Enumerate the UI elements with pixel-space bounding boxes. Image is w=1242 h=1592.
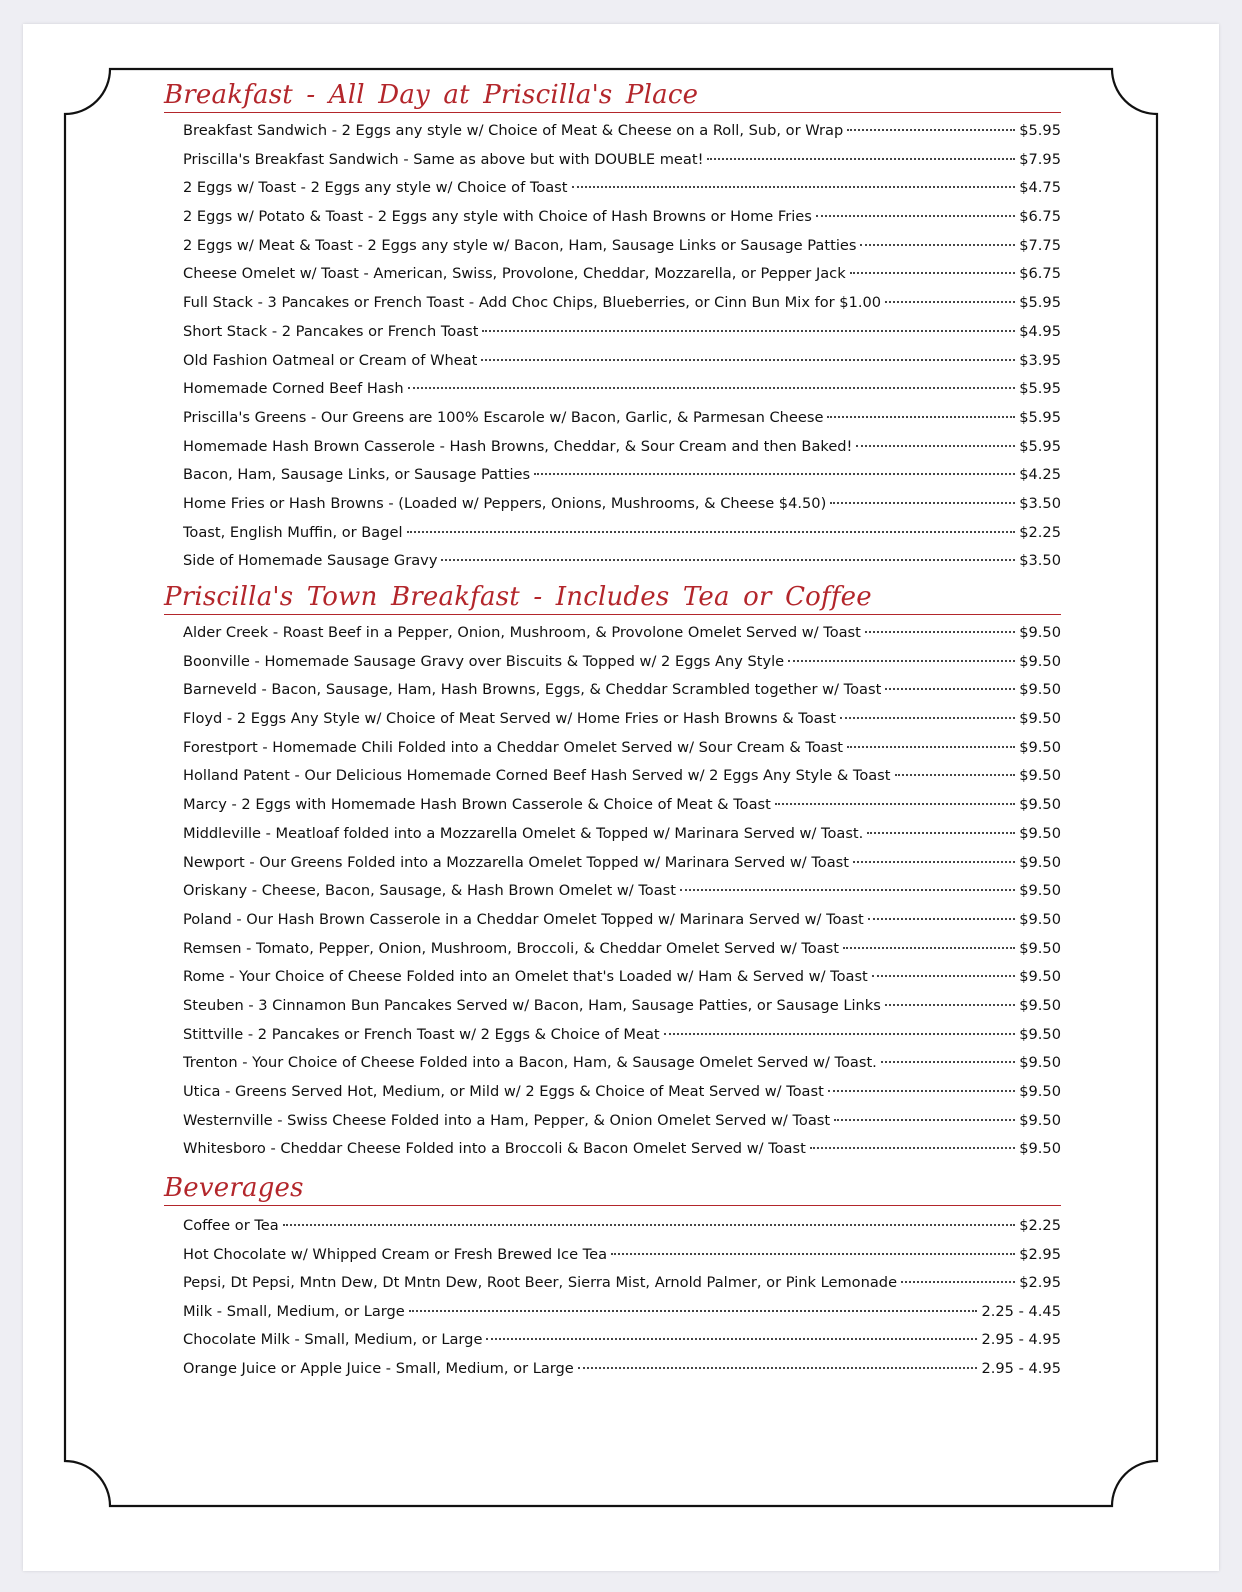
menu-item-name: Milk - Small, Medium, or Large bbox=[183, 1302, 405, 1320]
menu-item bbox=[183, 203, 1061, 232]
dot-leader bbox=[885, 1004, 1015, 1006]
menu-item bbox=[183, 232, 1061, 261]
dot-leader bbox=[482, 330, 1015, 332]
menu-item-name: Barneveld - Bacon, Sausage, Ham, Hash Browns, Eggs, & Cheddar Scrambled together w/ Toast bbox=[183, 681, 882, 699]
menu-item-price: $9.50 bbox=[1019, 1083, 1061, 1100]
dot-leader bbox=[856, 445, 1015, 447]
menu-item bbox=[183, 877, 1061, 906]
dot-leader bbox=[788, 660, 1015, 662]
menu-item bbox=[183, 906, 1061, 935]
menu-item-name: Side of Homemade Sausage Gravy bbox=[183, 552, 438, 570]
dot-leader bbox=[843, 947, 1015, 949]
dot-leader bbox=[441, 559, 1015, 561]
menu-item bbox=[183, 318, 1061, 347]
menu-item bbox=[183, 117, 1061, 146]
menu-item-price: $9.50 bbox=[1019, 652, 1061, 670]
dot-leader bbox=[707, 158, 1015, 160]
menu-item-name: Old Fashion Oatmeal or Cream of Wheat bbox=[183, 351, 478, 369]
menu-item-price: 2.95 - 4.95 bbox=[981, 1359, 1061, 1377]
menu-item bbox=[183, 1135, 1061, 1164]
dot-leader bbox=[840, 717, 1015, 719]
dot-leader bbox=[409, 1310, 978, 1312]
menu-item-name: Newport - Our Greens Folded into a Mozzarella Omelet Topped w/ Marinara Served w/ Toast bbox=[183, 853, 849, 871]
menu-item-name: Marcy - 2 Eggs with Homemade Hash Brown Casserole & Choice of Meat & Toast bbox=[183, 796, 771, 814]
menu-item-name: Trenton - Your Choice of Cheese Folded into a Bacon, Ham, & Sausage Omelet Served w/ Toast. bbox=[183, 1054, 877, 1072]
menu-item-price: $3.95 bbox=[1019, 351, 1061, 369]
menu-item bbox=[183, 461, 1061, 490]
menu-item-name: Alder Creek - Roast Beef in a Pepper, Onion, Mushroom, & Provolone Omelet Served w/ Toast bbox=[183, 624, 861, 641]
menu-item bbox=[183, 490, 1061, 519]
menu-item-name: Utica - Greens Served Hot, Medium, or Mild w/ 2 Eggs & Choice of Meat Served w/ Toast bbox=[183, 1083, 824, 1100]
menu-item-name: 2 Eggs w/ Meat & Toast - 2 Eggs any style w/ Bacon, Ham, Sausage Links or Sausage Patties bbox=[183, 236, 857, 254]
menu-item-price: $9.50 bbox=[1019, 996, 1061, 1014]
menu-item-price: $3.50 bbox=[1019, 494, 1061, 512]
menu-item bbox=[183, 849, 1061, 878]
menu-item bbox=[183, 935, 1061, 964]
section-town-breakfast bbox=[164, 580, 1061, 1164]
menu-item-price: $5.95 bbox=[1019, 437, 1061, 455]
menu-item-name: Floyd - 2 Eggs Any Style w/ Choice of Meat Served w/ Home Fries or Hash Browns & Toast bbox=[183, 710, 836, 728]
dot-leader bbox=[486, 1338, 977, 1340]
dot-leader bbox=[827, 416, 1015, 418]
dot-leader bbox=[868, 918, 1015, 920]
menu-item bbox=[183, 347, 1061, 376]
dot-leader bbox=[867, 832, 1015, 834]
section-beverages bbox=[164, 1171, 1061, 1383]
menu-item-name: Homemade Hash Brown Casserole - Hash Browns, Cheddar, & Sour Cream and then Baked! bbox=[183, 437, 853, 455]
menu-item-price: $9.50 bbox=[1019, 1054, 1061, 1072]
dot-leader bbox=[885, 301, 1015, 303]
menu-item-name: Holland Patent - Our Delicious Homemade Corned Beef Hash Served w/ 2 Eggs Any Style & Toast bbox=[183, 767, 891, 785]
menu-item-name: Westernville - Swiss Cheese Folded into a Ham, Pepper, & Onion Omelet Served w/ Toast bbox=[183, 1111, 831, 1129]
menu-item-price: $9.50 bbox=[1019, 710, 1061, 728]
menu-item-name: Steuben - 3 Cinnamon Bun Pancakes Served w/ Bacon, Ham, Sausage Patties, or Sausage Links bbox=[183, 996, 881, 1014]
menu-item-name: Cheese Omelet w/ Toast - American, Swiss, Provolone, Cheddar, Mozzarella, or Pepper Jack bbox=[183, 265, 846, 283]
section-title-breakfast: Breakfast - All Day at Priscilla's Place bbox=[164, 78, 1061, 113]
menu-item-price: $9.50 bbox=[1019, 681, 1061, 699]
menu-item-price: $9.50 bbox=[1019, 796, 1061, 814]
menu-item bbox=[183, 1269, 1061, 1298]
menu-item bbox=[183, 705, 1061, 734]
menu-item-price: $9.50 bbox=[1019, 1111, 1061, 1129]
menu-item-price: $5.95 bbox=[1019, 294, 1061, 312]
menu-item-price: $9.50 bbox=[1019, 882, 1061, 900]
menu-item-price: $2.25 bbox=[1019, 523, 1061, 541]
menu-item-name: 2 Eggs w/ Potato & Toast - 2 Eggs any style with Choice of Hash Browns or Home Fries bbox=[183, 208, 812, 226]
dot-leader bbox=[853, 861, 1015, 863]
dot-leader bbox=[407, 531, 1016, 533]
menu-item-name: Chocolate Milk - Small, Medium, or Large bbox=[183, 1331, 483, 1348]
menu-item bbox=[183, 547, 1061, 576]
dot-leader bbox=[847, 746, 1015, 748]
menu-item-name: Hot Chocolate w/ Whipped Cream or Fresh Brewed Ice Tea bbox=[183, 1245, 608, 1263]
dot-leader bbox=[810, 1147, 1015, 1149]
menu-item-name: Forestport - Homemade Chili Folded into a Cheddar Omelet Served w/ Sour Cream & Toast bbox=[183, 738, 844, 756]
menu-item-name: Priscilla's Breakfast Sandwich - Same as above but with DOUBLE meat! bbox=[183, 150, 704, 168]
menu-item-name: 2 Eggs w/ Toast - 2 Eggs any style w/ Choice of Toast bbox=[183, 179, 568, 197]
menu-item-name: Remsen - Tomato, Pepper, Onion, Mushroom, Broccoli, & Cheddar Omelet Served w/ Toast bbox=[183, 939, 840, 957]
dot-leader bbox=[283, 1224, 1016, 1226]
menu-item-price: $9.50 bbox=[1019, 1140, 1061, 1158]
menu-item bbox=[183, 146, 1061, 175]
dot-leader bbox=[865, 631, 1015, 633]
menu-item-price: $9.50 bbox=[1019, 824, 1061, 842]
menu-item-name: Pepsi, Dt Pepsi, Mntn Dew, Dt Mntn Dew, Root Beer, Sierra Mist, Arnold Palmer, or Pink Lemonade bbox=[183, 1274, 898, 1291]
menu-item-price: $9.50 bbox=[1019, 910, 1061, 928]
menu-item-price: $9.50 bbox=[1019, 767, 1061, 785]
menu-item-name: Homemade Corned Beef Hash bbox=[183, 380, 404, 398]
menu-item bbox=[183, 1298, 1061, 1327]
menu-item-price: $9.50 bbox=[1019, 853, 1061, 871]
dot-leader bbox=[860, 244, 1015, 246]
menu-item bbox=[183, 820, 1061, 849]
menu-item-name: Middleville - Meatloaf folded into a Mozzarella Omelet & Topped w/ Marinara Served w/ Toast. bbox=[183, 824, 864, 842]
section-breakfast bbox=[164, 78, 1061, 576]
menu-item bbox=[183, 1078, 1061, 1107]
menu-item-price: $9.50 bbox=[1019, 939, 1061, 957]
menu-item-price: $2.25 bbox=[1019, 1217, 1061, 1234]
menu-item bbox=[183, 375, 1061, 404]
dot-leader bbox=[534, 473, 1015, 475]
menu-item-name: Boonville - Homemade Sausage Gravy over Biscuits & Topped w/ 2 Eggs Any Style bbox=[183, 652, 785, 670]
dot-leader bbox=[850, 272, 1016, 274]
menu-item-name: Toast, English Muffin, or Bagel bbox=[183, 523, 403, 541]
menu-item bbox=[183, 762, 1061, 791]
menu-item-name: Coffee or Tea bbox=[183, 1217, 279, 1234]
menu-item-name: Rome - Your Choice of Cheese Folded into an Omelet that's Loaded w/ Ham & Served w/ Toast bbox=[183, 968, 868, 986]
dot-leader bbox=[408, 387, 1016, 389]
menu-item bbox=[183, 619, 1061, 648]
menu-item bbox=[183, 1355, 1061, 1384]
menu-item-price: $4.75 bbox=[1019, 179, 1061, 197]
menu-item-price: 2.95 - 4.95 bbox=[981, 1331, 1061, 1348]
menu-item bbox=[183, 519, 1061, 548]
menu-item-price: $2.95 bbox=[1019, 1274, 1061, 1291]
menu-item-price: $9.50 bbox=[1019, 738, 1061, 756]
dot-leader bbox=[895, 774, 1016, 776]
dot-leader bbox=[885, 688, 1015, 690]
menu-item-price: $7.95 bbox=[1019, 150, 1061, 168]
menu-item bbox=[183, 289, 1061, 318]
dot-leader bbox=[901, 1281, 1015, 1283]
menu-item-price: 2.25 - 4.45 bbox=[981, 1302, 1061, 1320]
menu-item bbox=[183, 1049, 1061, 1078]
menu-item bbox=[183, 433, 1061, 462]
menu-item bbox=[183, 1107, 1061, 1136]
dot-leader bbox=[816, 215, 1015, 217]
town-breakfast-item-list bbox=[164, 619, 1061, 1164]
menu-item bbox=[183, 260, 1061, 289]
menu-item bbox=[183, 648, 1061, 677]
dot-leader bbox=[664, 1033, 1016, 1035]
menu-item-price: $4.25 bbox=[1019, 466, 1061, 484]
menu-item bbox=[183, 734, 1061, 763]
menu-item-name: Full Stack - 3 Pancakes or French Toast - Add Choc Chips, Blueberries, or Cinn Bun Mix for $1.00 bbox=[183, 294, 882, 312]
section-title-town-breakfast: Priscilla's Town Breakfast - Includes Tea or Coffee bbox=[164, 580, 1061, 615]
dot-leader bbox=[834, 1119, 1015, 1121]
menu-item-name: Stittville - 2 Pancakes or French Toast w/ 2 Eggs & Choice of Meat bbox=[183, 1025, 660, 1043]
menu-item-price: $9.50 bbox=[1019, 624, 1061, 641]
menu-item-name: Short Stack - 2 Pancakes or French Toast bbox=[183, 322, 479, 340]
menu-item bbox=[183, 1326, 1061, 1355]
dot-leader bbox=[830, 502, 1015, 504]
menu-item-price: $6.75 bbox=[1019, 265, 1061, 283]
menu-item-name: Whitesboro - Cheddar Cheese Folded into a Broccoli & Bacon Omelet Served w/ Toast bbox=[183, 1140, 806, 1158]
menu-item-price: $5.95 bbox=[1019, 122, 1061, 139]
beverage-item-list bbox=[164, 1212, 1061, 1383]
menu-item bbox=[183, 1021, 1061, 1050]
menu-item-price: $2.95 bbox=[1019, 1245, 1061, 1263]
dot-leader bbox=[775, 803, 1015, 805]
menu-item-price: $7.75 bbox=[1019, 236, 1061, 254]
dot-leader bbox=[881, 1061, 1015, 1063]
menu-item-name: Home Fries or Hash Browns - (Loaded w/ Peppers, Onions, Mushrooms, & Cheese $4.50) bbox=[183, 494, 827, 512]
dot-leader bbox=[828, 1090, 1015, 1092]
menu-item-name: Bacon, Ham, Sausage Links, or Sausage Patties bbox=[183, 466, 531, 484]
dot-leader bbox=[481, 359, 1015, 361]
menu-item-price: $3.50 bbox=[1019, 552, 1061, 570]
menu-item-price: $9.50 bbox=[1019, 968, 1061, 986]
dot-leader bbox=[872, 975, 1015, 977]
dot-leader bbox=[578, 1367, 978, 1369]
dot-leader bbox=[572, 186, 1016, 188]
menu-item-price: $5.95 bbox=[1019, 408, 1061, 426]
menu-item-price: $4.95 bbox=[1019, 322, 1061, 340]
section-title-beverages: Beverages bbox=[164, 1171, 1061, 1206]
breakfast-item-list bbox=[164, 117, 1061, 576]
dot-leader bbox=[611, 1253, 1015, 1255]
dot-leader bbox=[847, 129, 1015, 131]
menu-item bbox=[183, 963, 1061, 992]
menu-item-name: Oriskany - Cheese, Bacon, Sausage, & Hash Brown Omelet w/ Toast bbox=[183, 882, 676, 900]
menu-item bbox=[183, 791, 1061, 820]
menu-item bbox=[183, 1212, 1061, 1241]
menu-item-name: Breakfast Sandwich - 2 Eggs any style w/ Choice of Meat & Cheese on a Roll, Sub, or Wrap bbox=[183, 122, 844, 139]
menu-item-name: Priscilla's Greens - Our Greens are 100% Escarole w/ Bacon, Garlic, & Parmesan Cheese bbox=[183, 408, 824, 426]
menu-item bbox=[183, 174, 1061, 203]
menu-item bbox=[183, 676, 1061, 705]
menu-item-price: $6.75 bbox=[1019, 208, 1061, 226]
menu-item-name: Orange Juice or Apple Juice - Small, Medium, or Large bbox=[183, 1359, 574, 1377]
menu-item-name: Poland - Our Hash Brown Casserole in a Cheddar Omelet Topped w/ Marinara Served w/ Toast bbox=[183, 910, 864, 928]
menu-item bbox=[183, 404, 1061, 433]
menu-item-price: $9.50 bbox=[1019, 1025, 1061, 1043]
menu-item bbox=[183, 1241, 1061, 1270]
menu-item-price: $5.95 bbox=[1019, 380, 1061, 398]
menu-page bbox=[23, 24, 1219, 1571]
dot-leader bbox=[680, 889, 1015, 891]
menu-item bbox=[183, 992, 1061, 1021]
